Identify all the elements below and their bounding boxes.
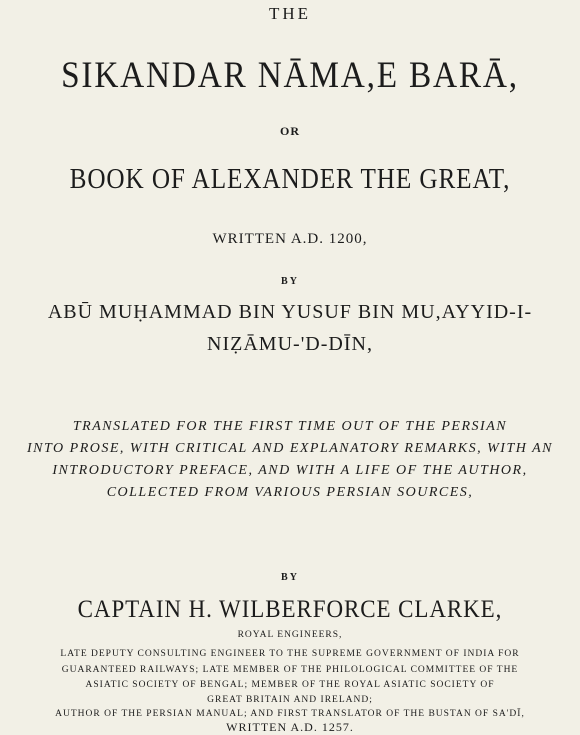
by-label-translator: BY bbox=[281, 572, 299, 583]
credential-line: LATE DEPUTY CONSULTING ENGINEER TO THE SUPREME GOVERNMENT OF INDIA FOR bbox=[60, 649, 520, 659]
credential-line: ASIATIC SOCIETY OF BENGAL; MEMBER OF THE ROYAL ASIATIC SOCIETY OF bbox=[85, 680, 495, 690]
credential-line: GREAT BRITAIN AND IRELAND; bbox=[207, 695, 373, 705]
credential-line: GUARANTEED RAILWAYS; LATE MEMBER OF THE PHILOLOGICAL COMMITTEE OF THE bbox=[61, 665, 519, 675]
written-date: WRITTEN A.D. 1200, bbox=[212, 231, 368, 247]
credential-line: WRITTEN A.D. 1257. bbox=[226, 720, 354, 734]
translation-note-line: INTO PROSE, WITH CRITICAL AND EXPLANATORY REMARKS, WITH AN bbox=[27, 441, 553, 456]
translation-note-line: COLLECTED FROM VARIOUS PERSIAN SOURCES, bbox=[106, 485, 474, 500]
author-name-line-2: NIẒĀMU-'D-DĪN, bbox=[207, 333, 373, 355]
credential-line: AUTHOR OF THE PERSIAN MANUAL; AND FIRST TRANSLATOR OF THE BUSTAN OF SA'DĪ, bbox=[55, 709, 525, 719]
book-title: SIKANDAR NĀMA,E BARĀ, bbox=[61, 55, 519, 96]
author-name-line-1: ABŪ MUḤAMMAD BIN YUSUF BIN MU,AYYID-I- bbox=[47, 301, 533, 323]
translation-note-line: TRANSLATED FOR THE FIRST TIME OUT OF THE PERSIAN bbox=[72, 419, 508, 434]
book-subtitle: BOOK OF ALEXANDER THE GREAT, bbox=[69, 164, 511, 195]
translator-role: ROYAL ENGINEERS, bbox=[237, 630, 343, 640]
by-label: BY bbox=[281, 276, 299, 287]
translation-note-line: INTRODUCTORY PREFACE, AND WITH A LIFE OF THE AUTHOR, bbox=[52, 463, 528, 478]
heading-the: THE bbox=[268, 4, 312, 23]
translator-name: CAPTAIN H. WILBERFORCE CLARKE, bbox=[77, 596, 503, 623]
or-separator: OR bbox=[280, 124, 300, 138]
